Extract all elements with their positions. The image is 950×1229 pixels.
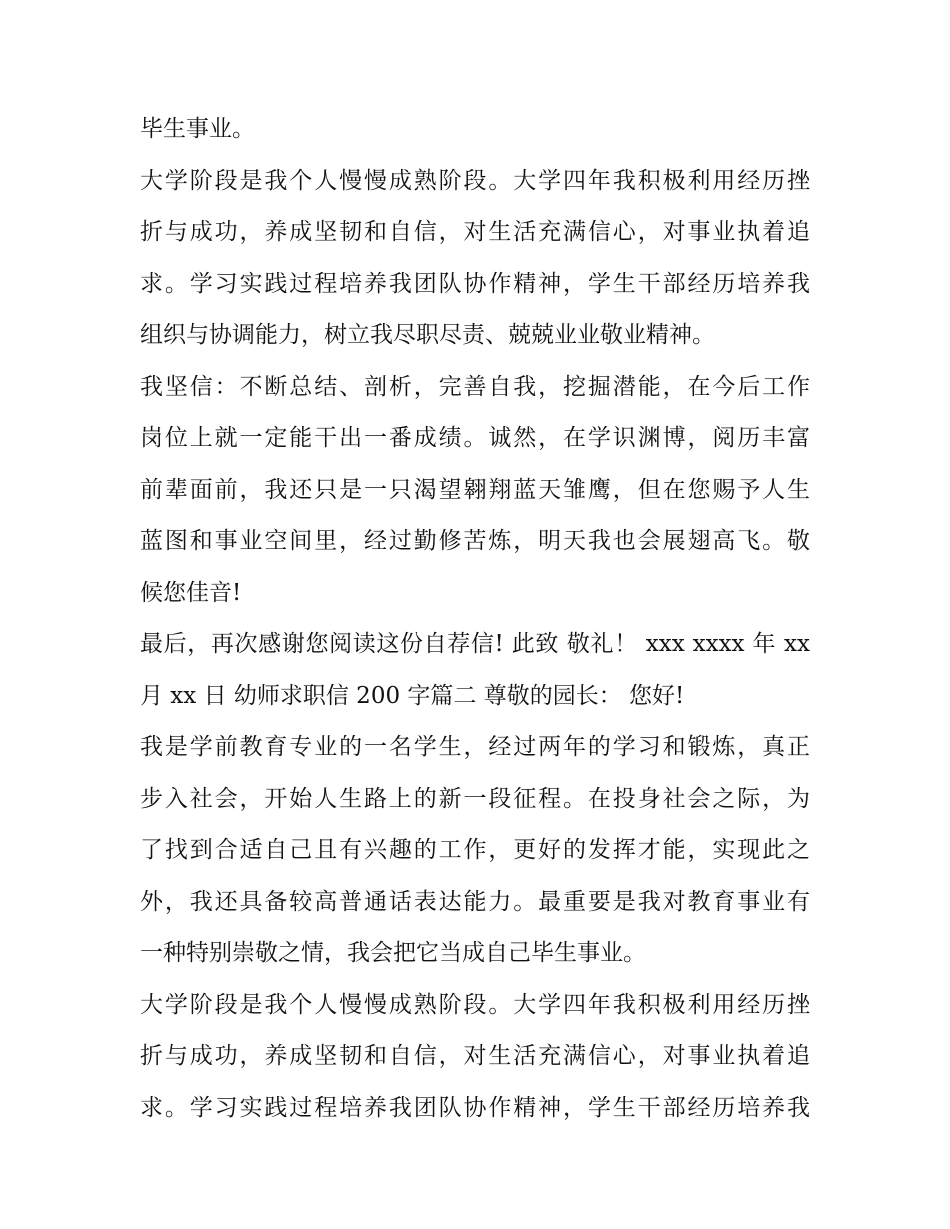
text-line: 毕生事业。 <box>140 116 255 142</box>
text-line: 折与成功，养成坚韧和自信，对生活充满信心，对事业执着追 <box>140 219 810 245</box>
text-line: 我是学前教育专业的一名学生，经过两年的学习和锻炼，真正 <box>140 734 810 760</box>
text-line: 求。学习实践过程培养我团队协作精神，学生干部经历培养我 <box>140 270 810 297</box>
text-line: 组织与协调能力，树立我尽职尽责、兢兢业业敬业精神。 <box>140 322 715 348</box>
text-line: 大学阶段是我个人慢慢成熟阶段。大学四年我积极利用经历挫 <box>140 991 810 1018</box>
text-line: 折与成功，养成坚韧和自信，对生活充满信心，对事业执着追 <box>140 1043 810 1069</box>
text-line: 一种特别崇敬之情，我会把它当成自己毕生事业。 <box>140 940 646 966</box>
text-line: 候您佳音! <box>140 579 242 606</box>
text-line: 岗位上就一定能干出一番成绩。诚然，在学识渊博，阅历丰富 <box>140 425 810 451</box>
text-line: 蓝图和事业空间里，经过勤修苦炼，明天我也会展翅高飞。敬 <box>140 528 810 554</box>
text-line: 步入社会，开始人生路上的新一段征程。在投身社会之际，为 <box>140 785 810 812</box>
text-line: 求。学习实践过程培养我团队协作精神，学生干部经历培养我 <box>140 1094 810 1121</box>
text-line: 大学阶段是我个人慢慢成熟阶段。大学四年我积极利用经历挫 <box>140 167 810 194</box>
text-line: 我坚信：不断总结、剖析，完善自我，挖掘潜能，在今后工作 <box>140 373 810 400</box>
text-line: 了找到合适自己且有兴趣的工作，更好的发挥才能，实现此之 <box>140 837 810 863</box>
text-line: 前辈面前，我还只是一只渴望翱翔蓝天雏鹰，但在您赐予人生 <box>140 476 810 503</box>
text-line: 月 xx 日 幼师求职信 200 字篇二 尊敬的园长： 您好! <box>140 682 685 709</box>
text-line: 外，我还具备较高普通话表达能力。最重要是我对教育事业有 <box>140 888 810 915</box>
text-line: 最后，再次感谢您阅读这份自荐信! 此致 敬礼！ xxx xxxx 年 xx <box>140 631 810 657</box>
